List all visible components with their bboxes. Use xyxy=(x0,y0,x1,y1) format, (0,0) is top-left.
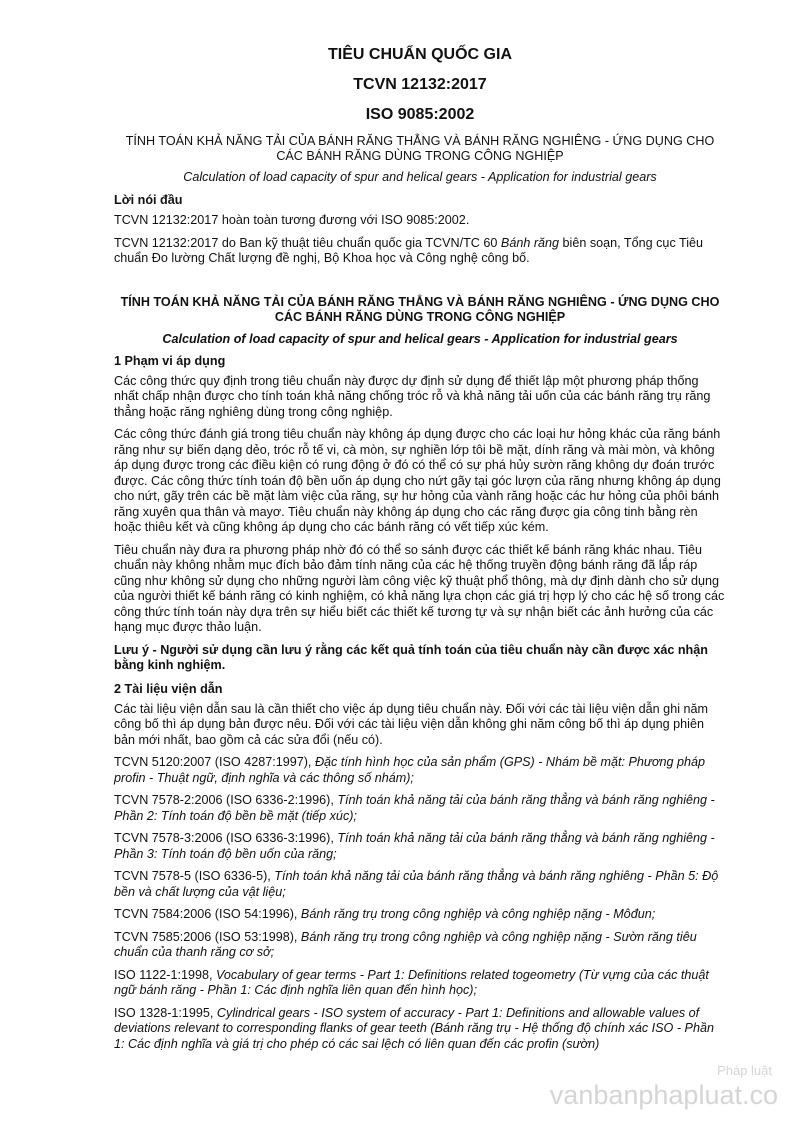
standard-title: TIÊU CHUẨN QUỐC GIA xyxy=(328,46,512,63)
foreword-paragraph: TCVN 12132:2017 hoàn toàn tương đương với ISO 9085:2002. xyxy=(114,213,470,227)
reference-item xyxy=(114,755,726,786)
standard-subtitle: TÍNH TOÁN KHẢ NĂNG TẢI CỦA BÁNH RĂNG THẲNG VÀ BÁNH RĂNG NGHIÊNG - ỨNG DỤNG CHO CÁC BÁNH RĂNG DÙNG TRONG CÔNG NGHIỆP xyxy=(125,134,715,163)
note-paragraph: Lưu ý - Người sử dụng cần lưu ý rằng các kết quả tính toán của tiêu chuẩn này cần được xác nhận bằng kinh nghiệm. xyxy=(114,642,708,672)
iso-code: ISO 9085:2002 xyxy=(365,106,475,123)
main-title: TÍNH TOÁN KHẢ NĂNG TẢI CỦA BÁNH RĂNG THẲNG VÀ BÁNH RĂNG NGHIÊNG - ỨNG DỤNG CHO CÁC BÁNH RĂNG DÙNG TRONG CÔNG NGHIỆP xyxy=(120,294,720,324)
foreword-paragraph xyxy=(114,236,726,267)
reference-title: Tính toán khả năng tải của bánh răng thẳng và bánh răng nghiêng - Phần 2: Tính toán độ bền bề mặt (tiếp xúc); xyxy=(114,793,715,823)
reference-item xyxy=(114,869,726,900)
reference-code: TCVN 5120:2007 (ISO 4287:1997), xyxy=(114,755,315,769)
text-run: biên soạn, Tổng cục Tiêu chuẩn Đo lường Chất lượng đề nghị, Bộ Khoa học và Công nghệ công bố. xyxy=(114,235,704,265)
standard-code: TCVN 12132:2017 xyxy=(353,76,487,93)
document-page xyxy=(114,44,726,1059)
reference-item xyxy=(114,907,726,923)
body-paragraph: Các công thức đánh giá trong tiêu chuẩn này không áp dụng được cho các loại hư hỏng khác của răng bánh răng như sự biến dạng dẻo, tróc rỗ tế vi, cà mòn, sự nghiền lớp tôi bề mặt, dính răng và mài mòn, và không áp dụng được trong các điều kiện có rung động ở đó có thể có sự phá hủy sườn răng không dự đoán trước được. Các công thức tính toán độ bền uốn áp dụng cho nứt gãy tại góc lượn của răng nhưng không áp dụng cho nứt, gãy trên các bề mặt làm việc của răng, sự hư hỏng của vành răng hoặc các hư hỏng của phôi bánh răng xuyên qua thân và mayơ. Tiêu chuẩn này không áp dụng cho các răng được gia công tinh bằng rèn hoặc thiêu kết và cũng không áp dụng cho các bánh răng có vết tiếp xúc kém. xyxy=(114,427,721,534)
reference-code: TCVN 7584:2006 (ISO 54:1996), xyxy=(114,907,301,921)
reference-item xyxy=(114,968,726,999)
reference-item xyxy=(114,831,726,862)
reference-item xyxy=(114,930,726,961)
reference-code: ISO 1328-1:1995, xyxy=(114,1005,217,1020)
text-run: TCVN 12132:2017 do Ban kỹ thuật tiêu chuẩn quốc gia TCVN/TC 60 xyxy=(114,235,501,250)
committee-name: Bánh răng xyxy=(500,235,560,250)
reference-title: Vocabulary of gear terms - Part 1: Definitions related togeometry (Từ vựng của các thuật ngữ bánh răng - Phần 1: Các định nghĩa liên quan đến hình học); xyxy=(114,967,709,997)
standard-subtitle-en: Calculation of load capacity of spur and helical gears - Application for industrial gears xyxy=(183,170,657,184)
reference-title: Cylindrical gears - ISO system of accuracy - Part 1: Definitions and allowable values of deviations relevant to corresponding flanks of gear teeth (Bánh răng trụ - Hệ thống độ chính xác ISO - Phần 1: Các định nghĩa và giá trị cho phép có các sai lệch có liên quan đến các profin (sườn) xyxy=(114,1005,714,1051)
reference-code: TCVN 7585:2006 (ISO 53:1998), xyxy=(114,929,301,944)
reference-title: Bánh răng trụ trong công nghiệp và công nghiệp nặng - Sườn răng tiêu chuẩn của thanh răng cơ sở; xyxy=(114,929,697,959)
reference-title: Tính toán khả năng tải của bánh răng thẳng và bánh răng nghiêng - Phần 3: Tính toán độ bền uốn của răng; xyxy=(114,831,715,861)
reference-code: TCVN 7578-3:2006 (ISO 6336-3:1996), xyxy=(114,831,338,845)
reference-list xyxy=(114,755,726,1052)
reference-code: TCVN 7578-5 (ISO 6336-5), xyxy=(114,869,275,883)
reference-title: Tính toán khả năng tải của bánh răng thẳng và bánh răng nghiêng - Phần 5: Độ bền và chất lượng của vật liệu; xyxy=(114,869,719,899)
body-paragraph: Các công thức quy định trong tiêu chuẩn này được dự định sử dụng để thiết lập một phương pháp thống nhất chấp nhận được cho tính toán khả năng chống tróc rỗ và khả năng tải uốn của các bánh răng trụ răng thẳng hoặc răng nghiêng dùng trong công nghiệp. xyxy=(114,373,711,419)
main-title-en: Calculation of load capacity of spur and helical gears - Application for industrial gears xyxy=(162,331,678,346)
reference-item xyxy=(114,1006,726,1053)
reference-code: TCVN 7578-2:2006 (ISO 6336-2:1996), xyxy=(114,793,338,807)
body-paragraph: Các tài liệu viện dẫn sau là cần thiết cho việc áp dụng tiêu chuẩn này. Đối với các tài liệu viện dẫn ghi năm công bố thì áp dụng bản được nêu. Đối với các tài liệu viện dẫn không ghi năm công bố thì áp dụng phiên bản mới nhất, bao gồm cả các sửa đổi (nếu có). xyxy=(114,701,708,747)
reference-title: Đặc tính hình học của sản phẩm (GPS) - Nhám bề mặt: Phương pháp profin - Thuật ngữ, định nghĩa và các thông số nhám); xyxy=(114,755,706,785)
section-heading: 1 Phạm vi áp dụng xyxy=(114,353,226,368)
section-heading: 2 Tài liệu viện dẫn xyxy=(114,681,223,696)
reference-item xyxy=(114,793,726,824)
reference-code: ISO 1122-1:1998, xyxy=(114,967,216,982)
body-paragraph: Tiêu chuẩn này đưa ra phương pháp nhờ đó có thể so sánh được các thiết kế bánh răng khác nhau. Tiêu chuẩn này không nhằm mục đích bảo đảm tính năng của các hệ thống truyền động bánh răng đã lắp ráp cũng như không sử dụng cho những người làm công việc kỹ thuật phổ thông, mà dự định dành cho sử dụng của người thiết kế bánh răng có kinh nghiệm, có khả năng lựa chọn các giá trị hợp lý cho các hệ số trong các công thức tính toán này dựa trên sự hiểu biết các thiết kế tương tự và sự nhận biết các ảnh hưởng của các hạng mục được thảo luận. xyxy=(114,542,725,634)
watermark-text: Pháp luật xyxy=(717,1063,772,1078)
watermark-logo-text: vanbanphapluat.co xyxy=(549,1080,778,1110)
foreword-heading: Lời nói đầu xyxy=(114,193,183,207)
reference-title: Bánh răng trụ trong công nghiệp và công nghiệp nặng - Môđun; xyxy=(300,907,656,921)
